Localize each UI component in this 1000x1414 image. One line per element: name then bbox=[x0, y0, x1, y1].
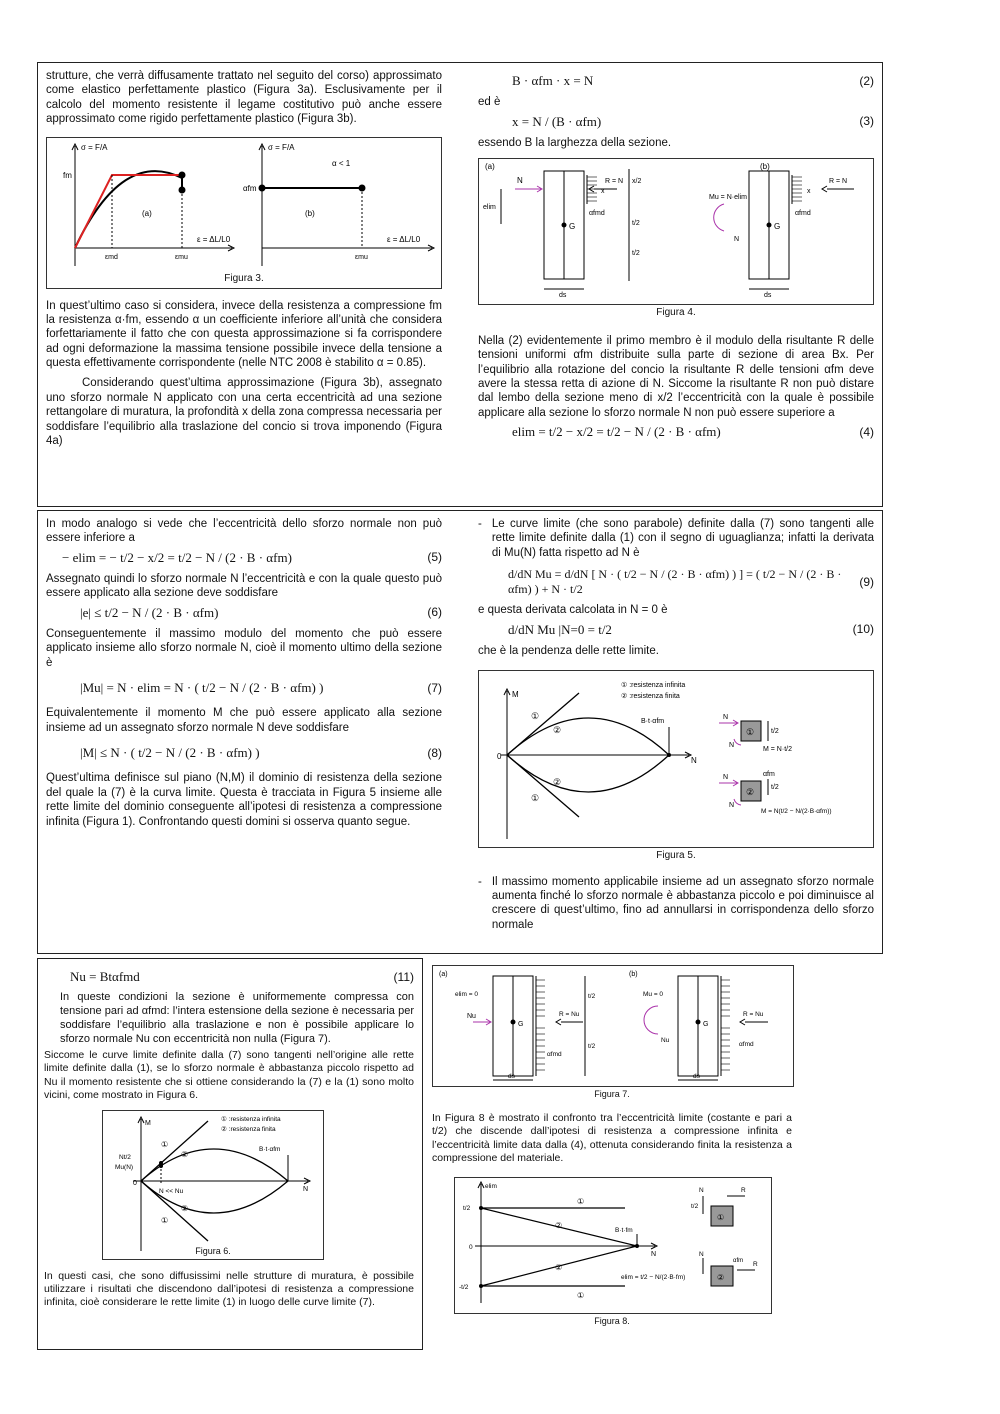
fig3-b-alpha: α < 1 bbox=[332, 158, 351, 168]
equation-7 bbox=[46, 680, 442, 696]
fig8-mt2: -t/2 bbox=[459, 1283, 469, 1291]
fig4-N2: N bbox=[734, 236, 740, 244]
fig3-a-emu: εmu bbox=[175, 253, 188, 261]
fig8-t2: t/2 bbox=[463, 1204, 471, 1212]
page2-right-column bbox=[478, 517, 874, 935]
fig4-afmd: αfmd bbox=[589, 210, 605, 218]
equation-6-number: (6) bbox=[427, 605, 442, 620]
figure-5-caption: Figura 5. bbox=[656, 850, 696, 862]
equation-6-text: |e| ≤ t/2 − N / (2 · B · αfm) bbox=[80, 604, 219, 620]
equation-5-number: (5) bbox=[427, 550, 442, 565]
equation-3 bbox=[478, 114, 874, 130]
bullet-1 bbox=[478, 517, 874, 563]
bullet-2 bbox=[478, 875, 874, 936]
page1-right-paragraph-1: essendo B la larghezza della sezione. bbox=[478, 136, 672, 149]
figure-4-graphic bbox=[479, 159, 873, 304]
fig8-box-1: ① bbox=[717, 1212, 725, 1222]
fig5-box-2: ② bbox=[746, 787, 755, 798]
fig7-afmd: αfmd bbox=[547, 1051, 562, 1058]
fig8-afm: αfm bbox=[733, 1257, 744, 1264]
figure-4 bbox=[478, 158, 874, 305]
figure-3-graphic bbox=[47, 138, 441, 288]
fig5-N: N bbox=[691, 756, 697, 766]
fig8-curve2-bottom: ② bbox=[555, 1262, 563, 1272]
fig5-zero: 0 bbox=[497, 752, 502, 762]
fig8-R-a: R bbox=[741, 1186, 746, 1194]
fig4-a: (a) bbox=[485, 162, 495, 172]
page2-paragraph-5: Quest’ultima definisce sul piano (N,M) il dominio di resistenza della sezione del quale la (7) è la curva limite. Questa è tracciata in Figura 5 insieme alle rette limite del dominio conseguente all’ipotesi di resistenza a compressione infinita (Figura 1). Confrontando questi domini si osserva quanto segue. bbox=[46, 772, 442, 828]
fig3-b-emu: εmu bbox=[355, 253, 368, 261]
fig4-elim: elim bbox=[483, 204, 496, 212]
page2-right-paragraph-2: e questa derivata calcolata in N = 0 è bbox=[478, 604, 668, 617]
fig6-nnu: N << Nu bbox=[159, 1187, 184, 1195]
fig7-t2b: t/2 bbox=[588, 1043, 596, 1050]
figure-8-graphic bbox=[455, 1178, 771, 1313]
fig6-curve1-bottom: ① bbox=[161, 1215, 169, 1225]
equation-9 bbox=[478, 567, 874, 597]
page1-right-column bbox=[478, 69, 874, 446]
fig6-N: N bbox=[303, 1185, 309, 1193]
fig7-elim0: elim = 0 bbox=[455, 991, 478, 998]
fig3-a-ylabel: σ = F/A bbox=[81, 142, 108, 152]
fig7-G2: G bbox=[703, 1021, 709, 1028]
page1-right-paragraph-2: Nella (2) evidentemente il primo membro è il modulo della risultante R delle tensioni uniformi αfm distribuite sulla parte di sezione di area Bx. Per l’equilibrio alla rotazione del concio la risultante R delle tensioni αfm deve avere la stessa retta di azione di N. Siccome la risultante R non può distare dal lembo della sezione meno di x/2 l’eccentricità con la quale è possibile applicare alla sezione lo sforzo normale N non può essere superiore a bbox=[478, 334, 874, 419]
figure-3 bbox=[46, 137, 442, 289]
bullet-1-text: Le curve limite (che sono parabole) definite dalla (7) sono tangenti alle rette limite definite dalla (1) con il segno di uguaglianza; infatti la derivata di Mu(N) fatta rispetto ad N è bbox=[491, 518, 874, 559]
fig5-legend-2: ② :resistenza finita bbox=[621, 693, 680, 701]
page-2 bbox=[37, 510, 883, 954]
figure-4-caption: Figura 4. bbox=[656, 307, 696, 319]
equation-8 bbox=[46, 745, 442, 761]
fig8-curve1-bottom: ① bbox=[577, 1290, 585, 1300]
fig3-a-emd: εmd bbox=[105, 253, 118, 261]
fig8-N: N bbox=[651, 1250, 657, 1258]
equation-2 bbox=[478, 73, 874, 89]
fig6-btafm: B·t·αfm bbox=[259, 1145, 281, 1153]
bullet-2-text: Il massimo momento applicabile insieme ad un assegnato sforzo normale aumenta finché lo sforzo normale è abbastanza piccolo e poi diminuisce al crescere di quest’ultimo, fino ad annullarsi in corrispondenza dello sforzo normale bbox=[491, 875, 874, 931]
figure-6-caption: Figura 6. bbox=[195, 1245, 231, 1256]
fig4-R-N: R = N bbox=[605, 178, 624, 186]
fig6-curve2-bottom: ② bbox=[181, 1203, 189, 1213]
figure-5 bbox=[478, 670, 874, 848]
equation-6 bbox=[46, 605, 442, 621]
equation-9-number: (9) bbox=[859, 574, 874, 589]
fig8-box-2: ② bbox=[717, 1272, 725, 1282]
ed-e-text: ed è bbox=[478, 96, 501, 109]
fig3-a-label: (a) bbox=[142, 208, 152, 218]
fig4-N: N bbox=[517, 176, 523, 186]
equation-11 bbox=[44, 969, 414, 985]
fig4-t2b: t/2 bbox=[632, 250, 640, 258]
fig7-afmd2: αfmd bbox=[739, 1041, 754, 1048]
figure-3-caption: Figura 3. bbox=[224, 273, 264, 284]
page1-paragraph-1: strutture, che verrà diffusamente trattato nel seguito del corso) approssimato come elastico perfettamente plastico (Figura 3a). Esclusivamente per il calcolo del momento resistente il legame costitutivo può anche essere approssimato come rigido perfettamente plastico (Figura 3b). bbox=[46, 70, 442, 126]
page2-left-column bbox=[46, 517, 442, 832]
figure-5-graphic bbox=[479, 671, 873, 847]
page3-paragraph-2: Siccome le curve limite definite dalla (7) sono tangenti nell’origine alle rette limite definite dalla (1), se lo sforzo normale è abbastanza piccolo rispetto ad Nu il momento resistente che si ottiene considerando la (7) e la (1) sono molto vicini, come mostrato in Figura 6. bbox=[44, 1049, 414, 1101]
fig7-t2a: t/2 bbox=[588, 993, 596, 1000]
page2-paragraph-1: In modo analogo si vede che l’eccentricità dello sforzo normale non può essere inferiore a bbox=[46, 518, 442, 545]
page2-paragraph-3: Conseguentemente il massimo modulo del momento che può essere applicato insieme allo sforzo normale N, cioè il momento ultimo della sezione è bbox=[46, 628, 442, 669]
fig8-eq: elim = t/2 − N/(2·B·fm) bbox=[621, 1273, 686, 1281]
fig6-curve2-top: ② bbox=[181, 1149, 189, 1159]
fig4-afmd2: αfmd bbox=[795, 210, 811, 218]
fig5-legend-1: ① :resistenza infinita bbox=[621, 682, 686, 690]
fig7-Mu0: Mu = 0 bbox=[643, 991, 664, 998]
fig5-N-a: N bbox=[723, 714, 729, 722]
fig7-Nu: Nu bbox=[467, 1013, 476, 1020]
equation-8-text: |M| ≤ N · ( t/2 − N / (2 · B · αfm) ) bbox=[80, 745, 260, 761]
fig8-elim: elim bbox=[485, 1182, 497, 1190]
fig7-hatch bbox=[536, 980, 730, 1070]
page2-paragraph-4: Equivalentemente il momento M che può essere applicato alla sezione insieme ad un assegnato sforzo normale N deve soddisfare bbox=[46, 707, 442, 734]
equation-2-text: B · αfm · x = N bbox=[512, 73, 594, 88]
figure-8-caption: Figura 8. bbox=[594, 1315, 630, 1326]
fig7-ds2: ds bbox=[693, 1073, 700, 1080]
fig3-b-ylabel: σ = F/A bbox=[268, 142, 295, 152]
page2-paragraph-2: Assegnato quindi lo sforzo normale N l’eccentricità e con la quale questo può essere applicato alla sezione deve soddisfare bbox=[46, 573, 442, 600]
fig5-m2: M = N(t/2 − N/(2·B·αfm)) bbox=[761, 808, 832, 816]
bullet-2-dash: - bbox=[478, 875, 482, 888]
fig6-legend-2: ② :resistenza finita bbox=[221, 1125, 276, 1133]
equation-7-text: |Mu| = N · elim = N · ( t/2 − N / (2 · B · αfm) ) bbox=[80, 680, 324, 696]
bullet-1-dash: - bbox=[478, 518, 482, 530]
page3-right-column bbox=[432, 965, 792, 1327]
equation-10 bbox=[478, 622, 874, 638]
page3-paragraph-1: In queste condizioni la sezione è uniformemente compressa con tensione pari ad αfmd: l’intera estensione della sezione è necessaria per soddisfare l’equilibrio alla traslazione e non è possibile applicare lo sforzo normale Nu con eccentricità non nulla (Figura 7). bbox=[60, 991, 414, 1045]
page1-paragraph-3: Considerando quest’ultima approssimazione (Figura 3b), assegnato uno sforzo normale N applicato con una certa eccentricità ad una sezione rettangolare di muratura, la profondità x della zona compressa necessaria per soddisfare l’equilibrio alla traslazione del concio si trova imponendo (Figura 4a) bbox=[46, 377, 442, 447]
fig3-a-xlabel: ε = ΔL/L0 bbox=[197, 234, 231, 244]
fig7-ds: ds bbox=[508, 1073, 515, 1080]
equation-7-number: (7) bbox=[427, 680, 442, 695]
fig5-curve2-top: ② bbox=[553, 725, 562, 736]
figure-6 bbox=[102, 1110, 324, 1260]
fig7-Nu2: Nu bbox=[661, 1037, 670, 1044]
fig3-a-fm: fm bbox=[63, 170, 72, 180]
fig5-t2a: t/2 bbox=[771, 728, 779, 736]
fig5-box-1: ① bbox=[746, 727, 755, 738]
equation-3-text: x = N / (B · αfm) bbox=[512, 113, 602, 129]
fig7-G: G bbox=[518, 1021, 524, 1028]
figure-7 bbox=[432, 965, 794, 1087]
fig5-N-d: N bbox=[729, 802, 735, 810]
fig4-G: G bbox=[569, 222, 576, 232]
figure-7-caption: Figura 7. bbox=[594, 1089, 630, 1099]
equation-4-text: elim = t/2 − x/2 = t/2 − N / (2 · B · αfm) bbox=[512, 424, 721, 439]
fig7-RNu: R = Nu bbox=[559, 1011, 580, 1018]
fig5-M: M bbox=[512, 690, 519, 700]
fig7-a: (a) bbox=[439, 971, 448, 978]
fig8-R-b: R bbox=[753, 1260, 758, 1268]
equation-2-number: (2) bbox=[859, 73, 874, 88]
fig6-curve1-top: ① bbox=[161, 1139, 169, 1149]
equation-10-number: (10) bbox=[852, 622, 874, 637]
fig3-b-xlabel: ε = ΔL/L0 bbox=[387, 234, 421, 244]
fig5-t2b: t/2 bbox=[771, 784, 779, 792]
page3-left-column bbox=[44, 965, 414, 1312]
fig4-Mu: Mu = N·elim bbox=[709, 194, 747, 202]
fig5-N-b: N bbox=[723, 774, 729, 782]
fig5-afm: αfm bbox=[763, 771, 775, 779]
equation-4-number: (4) bbox=[859, 424, 874, 439]
page3-paragraph-3: In questi casi, che sono diffusissimi nelle strutture di muratura, è possibile utilizzare i risultati che discendono dall’ipotesi di resistenza a compressione infinita, cioè considerare le rette limite (1) in luogo delle curve limite (7). bbox=[44, 1269, 414, 1308]
fig3-b-afm: αfm bbox=[243, 183, 257, 193]
fig6-mun: Mu(N) bbox=[115, 1163, 134, 1171]
equation-11-number: (11) bbox=[393, 969, 414, 984]
page1-left-column bbox=[46, 69, 442, 451]
fig6-zero: 0 bbox=[133, 1179, 137, 1187]
fig4-G2: G bbox=[774, 222, 781, 232]
fig4-x-b: x bbox=[807, 188, 811, 196]
fig4-ds: ds bbox=[559, 292, 567, 300]
fig8-N-a: N bbox=[699, 1186, 704, 1194]
fig5-curve1-bottom: ① bbox=[531, 793, 540, 804]
fig8-btfm: B·t·fm bbox=[615, 1226, 633, 1234]
fig8-N-b: N bbox=[699, 1250, 704, 1258]
figure-6-graphic bbox=[103, 1111, 323, 1259]
fig8-curve1-top: ① bbox=[577, 1196, 585, 1206]
equation-11-text: Nu = Btαfmd bbox=[70, 969, 140, 984]
fig4-R-N2: R = N bbox=[829, 178, 848, 186]
fig5-m1: M = N·t/2 bbox=[763, 746, 792, 754]
page-1 bbox=[37, 62, 883, 507]
equation-5 bbox=[46, 550, 442, 566]
fig5-btafm: B·t·αfm bbox=[641, 718, 665, 726]
fig6-legend-1: ① :resistenza infinita bbox=[221, 1115, 281, 1123]
fig3-b-label: (b) bbox=[305, 208, 315, 218]
equation-4 bbox=[478, 424, 874, 440]
page3-right-paragraph: In Figura 8 è mostrato il confronto tra l’eccentricità limite (costante e pari a t/2) che discende dall’ipotesi di resistenza a compressione infinita e l’eccentricità limite data dalla (4), ottenuta considerando finita la resistenza a compressione del materiale. bbox=[432, 1112, 792, 1164]
figure-7-graphic bbox=[433, 966, 793, 1086]
fig7-b: (b) bbox=[629, 971, 638, 978]
fig6-M: M bbox=[145, 1119, 151, 1127]
figure-8 bbox=[454, 1177, 772, 1314]
fig5-curve1-top: ① bbox=[531, 711, 540, 722]
equation-9-text: d/dN Mu = d/dN [ N · ( t/2 − N / (2 · B · αfm) ) ] = ( t/2 − N / (2 · B · αfm) ) + N · t/2 bbox=[508, 567, 842, 597]
equation-3-number: (3) bbox=[859, 114, 874, 129]
fig5-curve2-bottom: ② bbox=[553, 777, 562, 788]
fig4-ds2: ds bbox=[764, 292, 772, 300]
fig5-N-c: N bbox=[729, 742, 735, 750]
fig7-RNu2: R = Nu bbox=[743, 1011, 764, 1018]
page2-right-paragraph-3: che è la pendenza delle rette limite. bbox=[478, 644, 659, 657]
equation-10-text: d/dN Mu |N=0 = t/2 bbox=[508, 621, 612, 637]
fig4-t2a: t/2 bbox=[632, 220, 640, 228]
page-3 bbox=[37, 958, 423, 1350]
fig8-zero: 0 bbox=[469, 1243, 473, 1251]
fig8-t2box: t/2 bbox=[691, 1202, 699, 1210]
equation-8-number: (8) bbox=[427, 745, 442, 760]
page1-paragraph-2: In quest’ultimo caso si considera, invece della resistenza a compressione fm la resistenza α·fm, essendo α un coefficiente inferiore all’unità che considera forfettariamente il fatto che con questa approssimazione si fa corrispondere ad ogni deformazione la massima tensione possibile invece della tensione a questa effettivamente corrispondente (nelle NTC 2008 è stabilito α = 0.85). bbox=[46, 299, 442, 369]
equation-5-text: − elim = − t/2 − x/2 = t/2 − N / (2 · B · αfm) bbox=[62, 549, 292, 565]
fig4-x: x bbox=[601, 188, 605, 196]
fig8-curve2-top: ② bbox=[555, 1220, 563, 1230]
fig4-b: (b) bbox=[760, 162, 770, 172]
fig6-nt2: Nt/2 bbox=[119, 1153, 131, 1161]
fig4-x2: x/2 bbox=[632, 178, 642, 186]
